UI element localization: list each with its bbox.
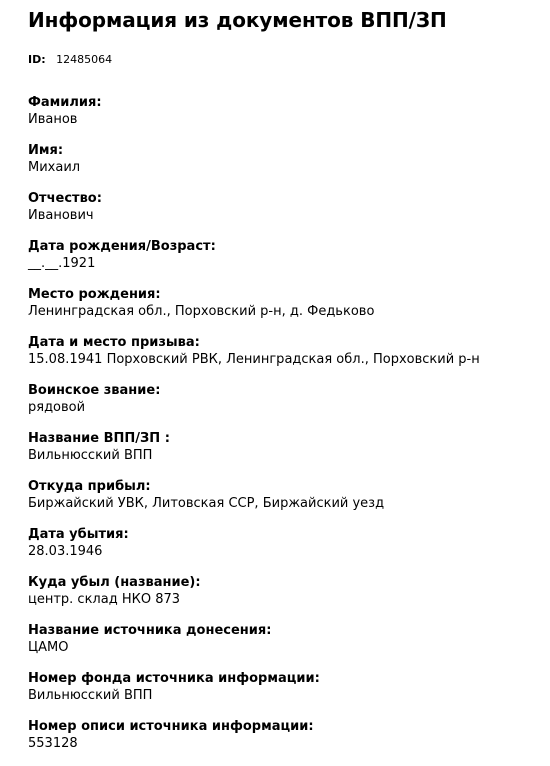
field-label: Воинское звание:: [28, 383, 161, 398]
field-value: ЦАМО: [28, 640, 69, 655]
field-label: Название ВПП/ЗП :: [28, 431, 170, 446]
field-label: Куда убыл (название):: [28, 575, 201, 590]
field-arrived-from: [28, 478, 550, 526]
record-id-value: 12485064: [56, 53, 113, 66]
record-id-row: [28, 52, 112, 68]
field-label: Номер описи источника информации:: [28, 719, 314, 734]
field-value: Ленинградская обл., Порховский р-н, д. Федьково: [28, 304, 375, 319]
field-label: Название источника донесения:: [28, 623, 272, 638]
record-id-label: ID:: [28, 53, 46, 66]
field-value: 28.03.1946: [28, 544, 103, 559]
document-page: [28, 0, 550, 751]
field-value: Биржайский УВК, Литовская ССР, Биржайский уезд: [28, 496, 385, 511]
field-first-name: [28, 142, 550, 190]
field-value: 15.08.1941 Порховский РВК, Ленинградская обл., Порховский р-н: [28, 352, 480, 367]
page-title: Информация из документов ВПП/ЗП: [28, 8, 447, 32]
field-inventory-number: [28, 718, 550, 766]
field-source-name: [28, 622, 550, 670]
field-military-rank: [28, 382, 550, 430]
field-value: 553128: [28, 736, 78, 751]
field-value: центр. склад НКО 873: [28, 592, 181, 607]
field-birth-date: [28, 238, 550, 286]
field-departure-date: [28, 526, 550, 574]
field-value: Михаил: [28, 160, 81, 175]
field-departed-to: [28, 574, 550, 622]
field-label: Имя:: [28, 143, 64, 158]
field-patronymic: [28, 190, 550, 238]
field-value: рядовой: [28, 400, 86, 415]
field-label: Дата рождения/Возраст:: [28, 239, 216, 254]
field-label: Номер фонда источника информации:: [28, 671, 320, 686]
field-label: Дата убытия:: [28, 527, 129, 542]
field-value: __.__.1921: [28, 256, 96, 271]
field-label: Дата и место призыва:: [28, 335, 200, 350]
field-value: Вильнюсский ВПП: [28, 688, 153, 703]
field-birth-place: [28, 286, 550, 334]
field-value: Иванович: [28, 208, 94, 223]
record-fields: [28, 94, 550, 766]
field-fund-number: [28, 670, 550, 718]
field-conscription: [28, 334, 550, 382]
field-label: Откуда прибыл:: [28, 479, 151, 494]
field-vpp-name: [28, 430, 550, 478]
field-label: Место рождения:: [28, 287, 161, 302]
field-label: Фамилия:: [28, 95, 102, 110]
field-label: Отчество:: [28, 191, 102, 206]
field-value: Иванов: [28, 112, 78, 127]
field-surname: [28, 94, 550, 142]
field-value: Вильнюсский ВПП: [28, 448, 153, 463]
